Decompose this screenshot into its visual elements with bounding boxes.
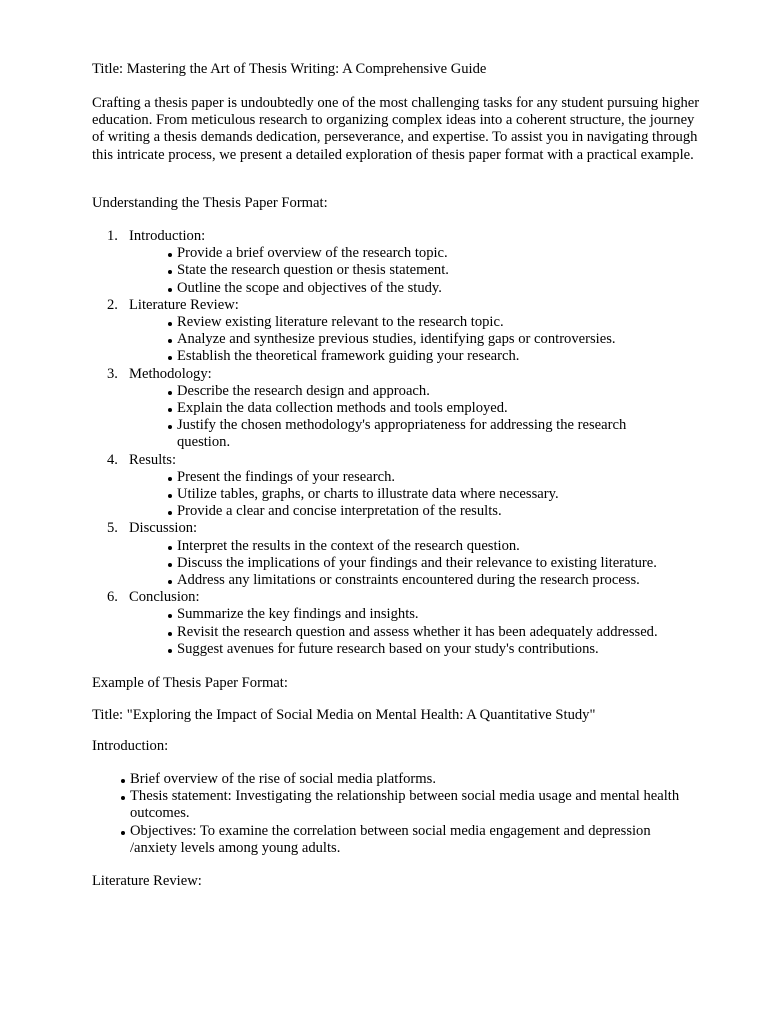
list-item: Describe the research design and approach. — [168, 383, 668, 400]
section-items — [129, 469, 668, 521]
section-number: 1. — [107, 228, 118, 244]
list-item: State the research question or thesis statement. — [168, 262, 668, 279]
section-literature-review — [92, 297, 692, 366]
section-number: 3. — [107, 365, 118, 382]
section-number: 2. — [107, 296, 118, 313]
list-item: Analyze and synthesize previous studies, identifying gaps or controversies. — [168, 331, 668, 348]
example-title: Title: "Exploring the Impact of Social Media on Mental Health: A Quantitative Study" — [92, 707, 596, 723]
list-item: Utilize tables, graphs, or charts to illustrate data where necessary. — [168, 486, 668, 503]
example-intro-heading: Introduction: — [92, 738, 169, 754]
section-number: 6. — [107, 589, 118, 606]
section-introduction — [92, 228, 692, 297]
intro-paragraph: Crafting a thesis paper is undoubtedly one of the most challenging tasks for any student pursuing higher education. From meticulous research to organizing complex ideas into a coherent structure, the journey of writing a thesis demands dedication, perseverance, and expertise. To assist you in navigating through this intricate process, we present a detailed exploration of thesis paper format with a practical example. — [92, 95, 700, 163]
list-item: Suggest avenues for future research based on your study's contributions. — [168, 641, 668, 658]
section-discussion — [92, 520, 692, 589]
list-item: Outline the scope and objectives of the study. — [168, 280, 668, 297]
literature-review-heading: Literature Review: — [92, 873, 202, 889]
section-label: Results: — [129, 451, 177, 468]
section-items — [129, 606, 668, 658]
list-item: Revisit the research question and assess whether it has been adequately addressed. — [168, 624, 668, 641]
section-items — [129, 245, 668, 297]
section-label: Methodology: — [129, 365, 212, 382]
list-item: Objectives: To examine the correlation between social media engagement and depression /anxiety levels among young adults. — [121, 823, 701, 857]
list-item: Interpret the results in the context of the research question. — [168, 538, 668, 555]
section-label: Conclusion: — [129, 589, 200, 606]
document-title: Title: Mastering the Art of Thesis Writing: A Comprehensive Guide — [92, 61, 487, 77]
section-items — [129, 538, 668, 590]
list-item: Provide a clear and concise interpretation of the results. — [168, 503, 668, 520]
section-results — [92, 452, 692, 521]
format-sections-list — [92, 228, 692, 658]
section-number: 5. — [107, 520, 118, 537]
example-heading: Example of Thesis Paper Format: — [92, 675, 288, 691]
section-label: Introduction: — [129, 228, 206, 244]
section-methodology — [92, 366, 692, 452]
section-items — [129, 314, 668, 366]
section-label: Discussion: — [129, 520, 198, 537]
section-label: Literature Review: — [129, 296, 239, 313]
list-item: Provide a brief overview of the research topic. — [168, 245, 668, 262]
list-item: Explain the data collection methods and tools employed. — [168, 400, 668, 417]
list-item: Review existing literature relevant to the research topic. — [168, 314, 668, 331]
section-items — [129, 383, 668, 452]
list-item: Justify the chosen methodology's appropriateness for addressing the research question. — [168, 417, 668, 451]
section-number: 4. — [107, 451, 118, 468]
list-item: Address any limitations or constraints encountered during the research process. — [168, 572, 668, 589]
example-intro-list — [121, 771, 701, 857]
section-conclusion — [92, 589, 692, 658]
understanding-heading: Understanding the Thesis Paper Format: — [92, 195, 328, 211]
list-item: Brief overview of the rise of social media platforms. — [121, 771, 701, 788]
list-item: Establish the theoretical framework guiding your research. — [168, 348, 668, 365]
list-item: Summarize the key findings and insights. — [168, 606, 668, 623]
list-item: Thesis statement: Investigating the relationship between social media usage and mental health outcomes. — [121, 788, 701, 822]
list-item: Discuss the implications of your findings and their relevance to existing literature. — [168, 555, 668, 572]
list-item: Present the findings of your research. — [168, 469, 668, 486]
